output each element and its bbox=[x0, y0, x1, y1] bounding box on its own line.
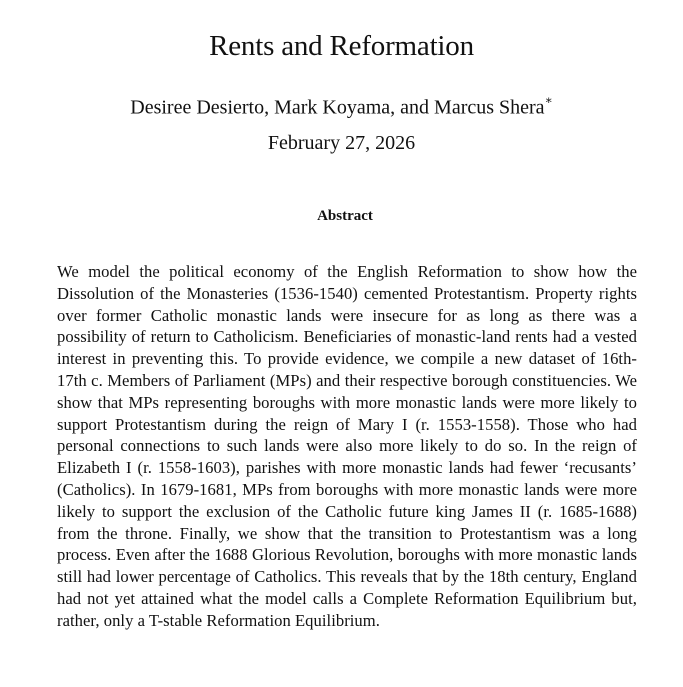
author-line bbox=[0, 89, 683, 121]
paper-title: Rents and Reformation bbox=[209, 30, 474, 62]
author-footnote-mark[interactable]: ∗ bbox=[544, 93, 553, 107]
paper-date: February 27, 2026 bbox=[267, 132, 416, 154]
abstract-text: We model the political economy of the English Reformation to show how the Dissolution of the Monasteries (1536-1540) cemented Protestantism. Property rights over former Catholic monastic lands were insecure for as long as there was a possibility of return to Catholicism. Beneficiaries of monastic-land rents had a vested interest in preventing this. To provide evidence, we compile a new dataset of 16th-17th c. Members of Parliament (MPs) and their respective borough constituencies. We show that MPs representing boroughs with more monastic lands were more likely to support Protestantism during the reign of Mary I (r. 1553-1558). Those who had personal connections to such lands were also more likely to do so. In the reign of Elizabeth I (r. 1558-1603), parishes with more monastic lands had fewer ‘recusants’ (Catholics). In 1679-1681, MPs from boroughs with more monastic lands were more likely to support the exclusion of the Catholic future king James II (r. 1685-1688) from the throne. Finally, we show that the transition to Protestantism was a long process. Even after the 1688 Glorious Revolution, boroughs with more monastic lands still had lower percentage of Catholics. This reveals that by the 18th century, England had not yet attained what the model calls a Complete Reformation Equilibrium but, rather, only a T-stable Reformation Equilibrium. bbox=[57, 262, 637, 630]
author-names: Desiree Desierto, Mark Koyama, and Marcus Shera bbox=[130, 96, 545, 119]
abstract-heading: Abstract bbox=[317, 208, 373, 224]
